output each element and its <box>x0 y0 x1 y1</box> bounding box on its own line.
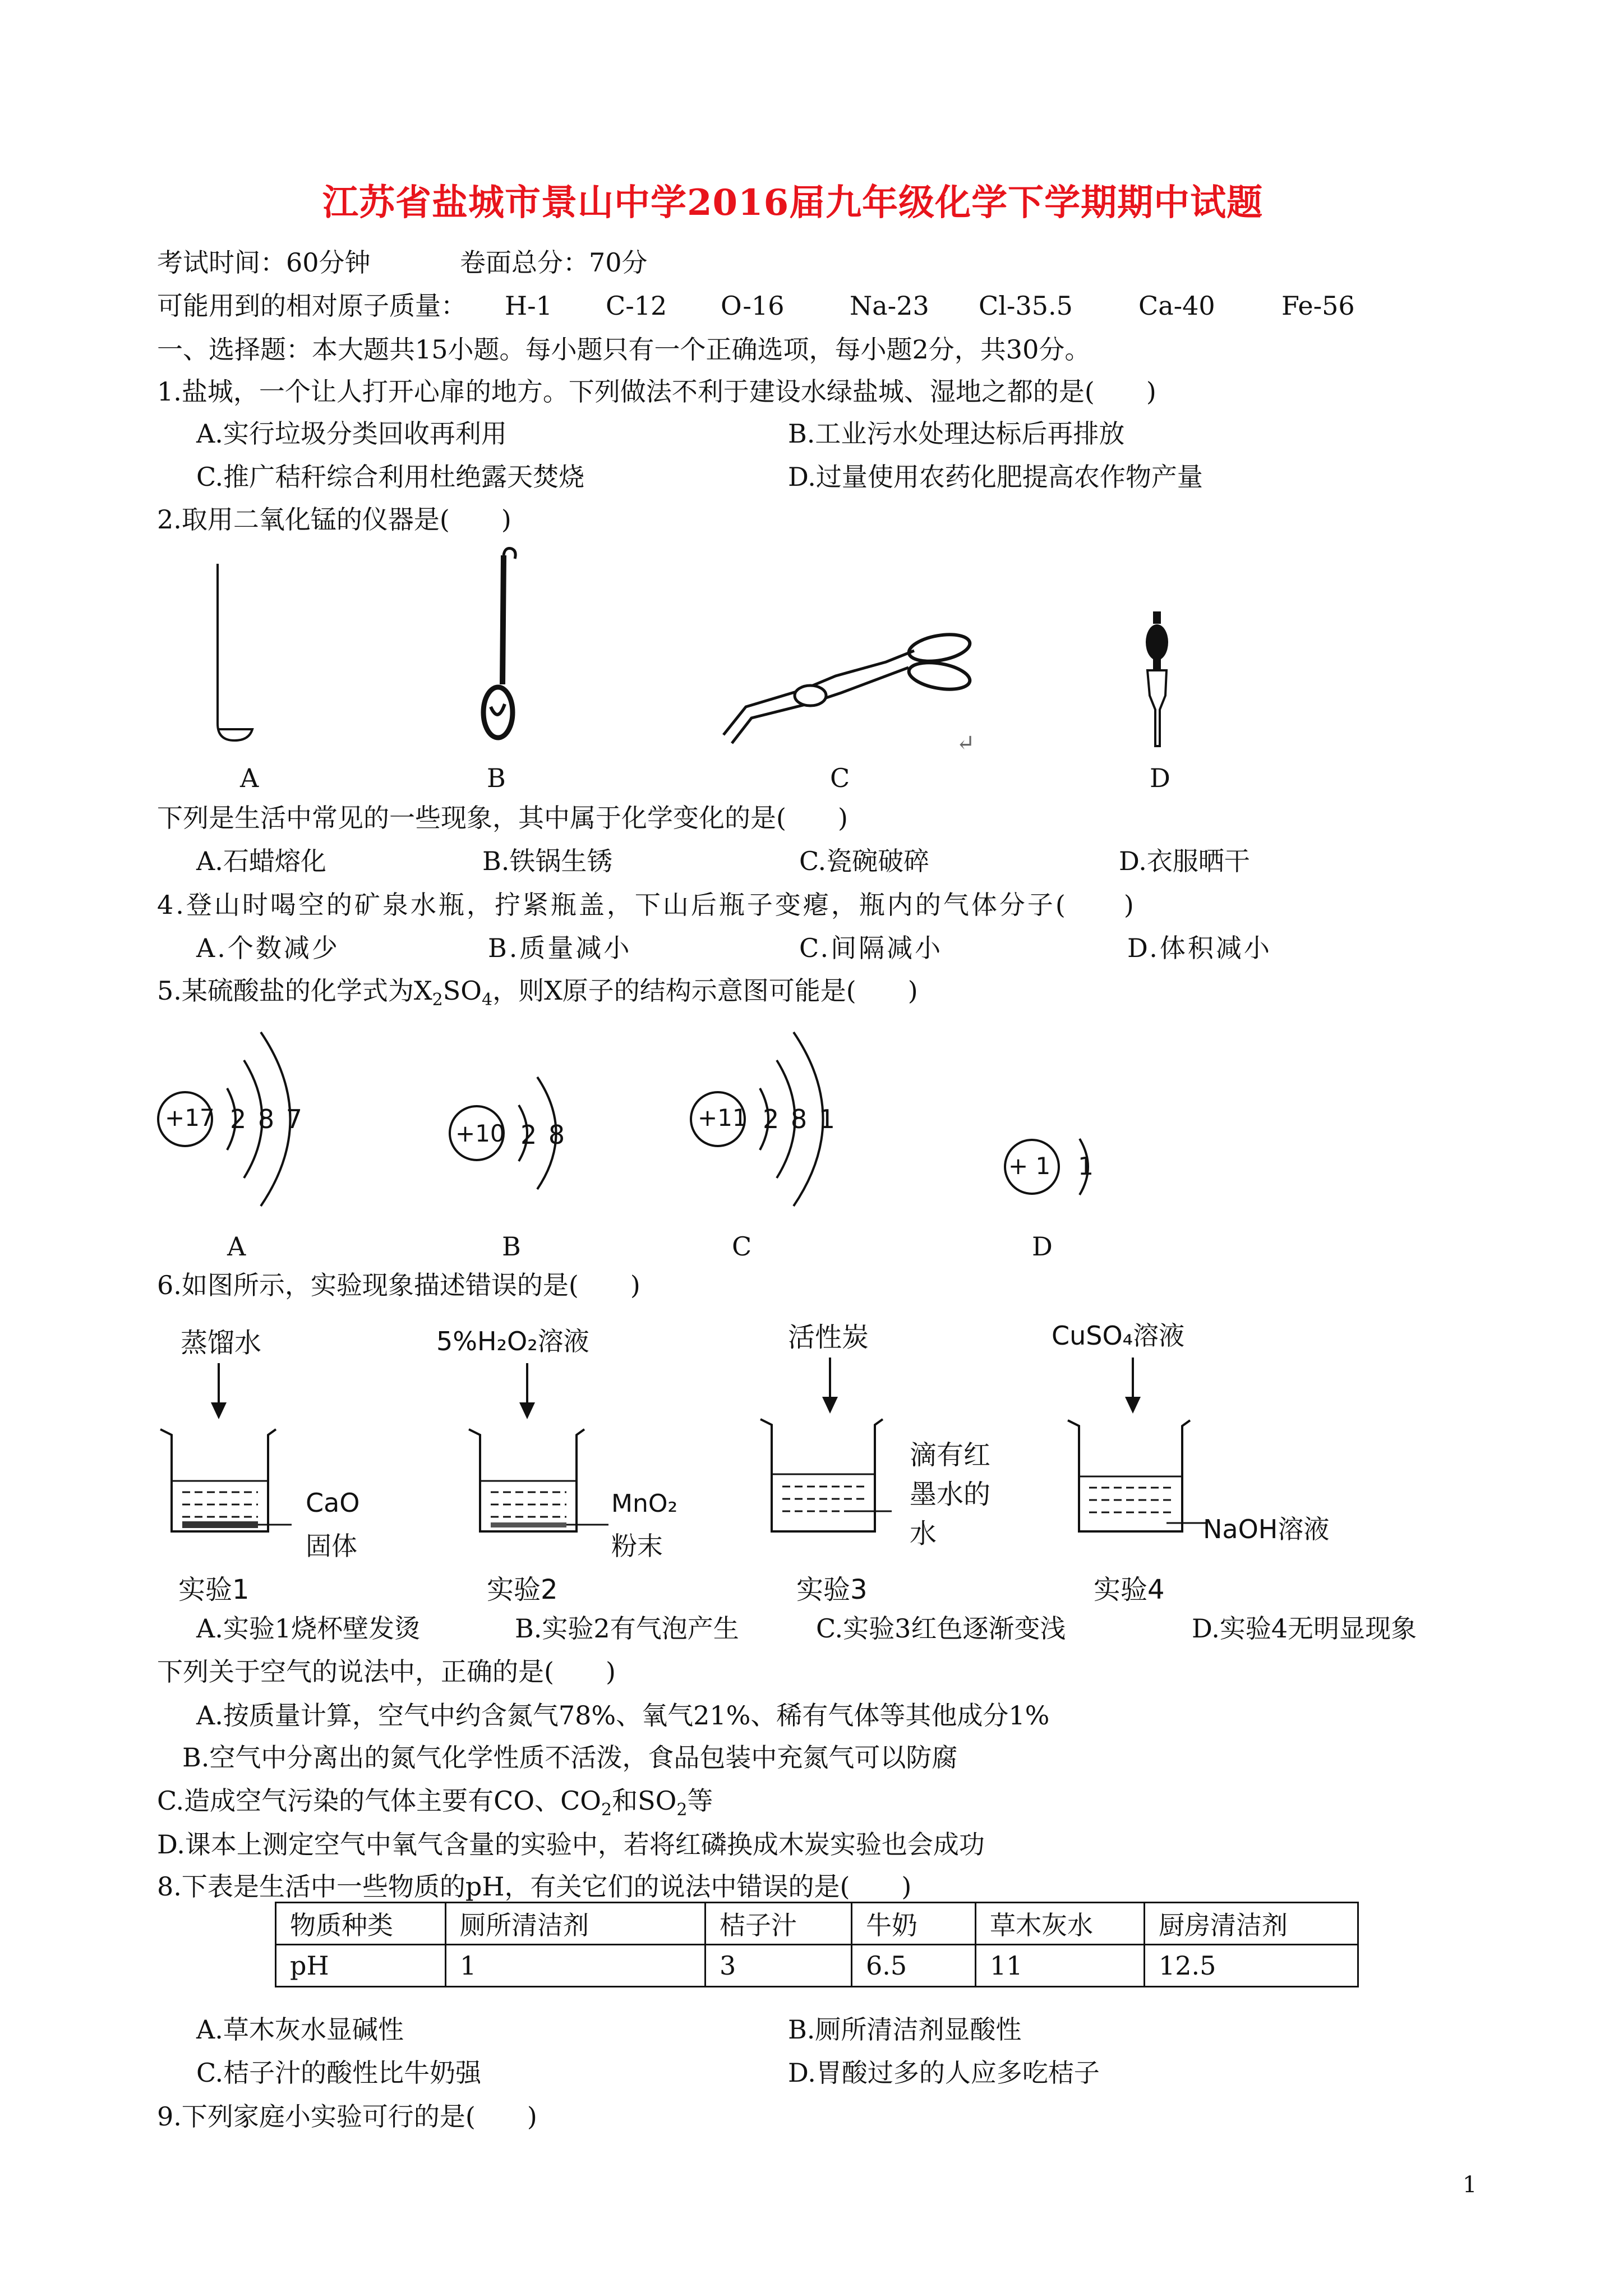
exp2-powder-label-2: 粉末 <box>611 1531 663 1561</box>
exp1-solid-label-1: CaO <box>306 1488 360 1518</box>
q5-subscript: 4 <box>481 990 493 1010</box>
q5-stem <box>157 978 918 1009</box>
ph-table-cell: 3 <box>706 1945 852 1987</box>
q5-subscript: 2 <box>432 990 443 1010</box>
instrument-c-crucible-tongs <box>718 623 976 752</box>
q7-option-d: D.课本上测定空气中氧气含量的实验中，若将红磷换成木炭实验也会成功 <box>157 1829 985 1860</box>
exp2-reagent-top: 5%H₂O₂溶液 <box>436 1326 589 1356</box>
q7-option-b: B.空气中分离出的氮气化学性质不活泼，食品包装中充氮气可以防腐 <box>182 1742 958 1773</box>
atomic-h: H-1 <box>505 291 552 321</box>
q8-option-c: C.桔子汁的酸性比牛奶强 <box>196 2058 482 2088</box>
q7-option-a: A.按质量计算，空气中约含氮气78%、氧气21%、稀有气体等其他成分1% <box>196 1700 1050 1731</box>
exp3-label: 实验3 <box>796 1574 868 1605</box>
instrument-d-dropper <box>1133 611 1183 752</box>
exp3-water-label-1: 滴有红 <box>910 1439 991 1471</box>
ph-table-header-cell: 草木灰水 <box>976 1903 1145 1945</box>
exp1-solid-label-2: 固体 <box>306 1531 357 1561</box>
q7-option-c <box>157 1788 713 1819</box>
exp1-label: 实验1 <box>178 1574 250 1605</box>
exp3-water-label-3: 水 <box>910 1518 937 1549</box>
ph-table-cell: pH <box>276 1945 446 1987</box>
atomic-mass-label: 可能用到的相对原子质量： <box>157 291 467 321</box>
atomic-o: O-16 <box>721 291 785 321</box>
q8-option-a: A.草木灰水显碱性 <box>196 2014 404 2045</box>
q6-option-d: D.实验4无明显现象 <box>1192 1613 1417 1644</box>
atom-d-nucleus: + 1 <box>1008 1152 1051 1180</box>
q1-option-d: D.过量使用农药化肥提高农作物产量 <box>788 462 1203 492</box>
section-heading: 一、选择题：本大题共15小题。每小题只有一个正确选项，每小题2分，共30分。 <box>157 334 1091 365</box>
q6-option-b: B.实验2有气泡产生 <box>515 1613 739 1644</box>
atomic-na: Na-23 <box>850 291 929 321</box>
q7-c-text: 和SO <box>612 1786 677 1816</box>
exam-time: 考试时间：60分钟 <box>157 247 371 278</box>
q7-c-text: C.造成空气污染的气体主要有CO、CO <box>157 1786 601 1816</box>
atom-d-label: D <box>1032 1231 1053 1262</box>
ph-table-header-cell: 物质种类 <box>276 1903 446 1945</box>
q4-option-b: B.质量减小 <box>488 933 632 963</box>
atom-b-label: B <box>502 1231 521 1262</box>
q5-stem-text: SO <box>442 976 482 1006</box>
q7-c-text: 等 <box>687 1786 713 1816</box>
atom-a-nucleus: +17 <box>165 1104 215 1131</box>
exp3-beaker <box>757 1352 925 1543</box>
q3-option-a: A.石蜡熔化 <box>196 846 326 876</box>
exp1-reagent-top: 蒸馏水 <box>181 1327 262 1359</box>
ph-table-header-cell: 桔子汁 <box>706 1903 852 1945</box>
q6-option-a: A.实验1烧杯壁发烫 <box>196 1613 421 1644</box>
q9-stem: 9.下列家庭小实验可行的是( ) <box>157 2101 537 2132</box>
q6-option-c: C.实验3红色逐渐变浅 <box>816 1613 1066 1644</box>
exp3-reagent-top: 活性炭 <box>788 1322 869 1353</box>
atomic-c: C-12 <box>606 291 667 321</box>
page-title: 江苏省盐城市景山中学2016届九年级化学下学期期中试题 <box>322 182 1264 224</box>
q3-option-c: C.瓷碗破碎 <box>799 846 930 876</box>
page-number: 1 <box>1463 2172 1477 2198</box>
q2-stem: 2.取用二氧化锰的仪器是( ) <box>157 504 511 535</box>
ph-table-header-cell: 厨房清洁剂 <box>1145 1903 1358 1945</box>
instrument-c-label: C <box>830 763 850 793</box>
exam-score: 卷面总分：70分 <box>460 247 648 278</box>
ph-table-cell: 6.5 <box>852 1945 976 1987</box>
atom-c-label: C <box>732 1231 752 1262</box>
instrument-a-spoon <box>208 561 275 746</box>
return-mark: ↵ <box>956 730 975 756</box>
ph-table-cell: 11 <box>976 1945 1145 1987</box>
atom-d-shells: 1 <box>1078 1152 1094 1181</box>
q5-stem-text: 5.某硫酸盐的化学式为X <box>157 976 432 1006</box>
q8-stem: 8.下表是生活中一些物质的pH，有关它们的说法中错误的是( ) <box>157 1871 912 1902</box>
q4-option-d: D.体积减小 <box>1127 933 1272 963</box>
exp3-water-label-2: 墨水的 <box>910 1479 991 1510</box>
q3-stem: 下列是生活中常见的一些现象，其中属于化学变化的是( ) <box>157 803 848 833</box>
exp4-solution-label: NaOH溶液 <box>1203 1514 1330 1544</box>
q8-option-d: D.胃酸过多的人应多吃桔子 <box>788 2058 1100 2088</box>
atomic-ca: Ca-40 <box>1138 291 1215 321</box>
ph-table-cell: 12.5 <box>1145 1945 1358 1987</box>
q5-stem-text: ，则X原子的结构示意图可能是( ) <box>492 976 918 1006</box>
q3-option-b: B.铁锅生锈 <box>482 846 613 876</box>
ph-table-header-cell: 厕所清洁剂 <box>446 1903 706 1945</box>
instrument-b-label: B <box>487 763 506 793</box>
q1-option-b: B.工业污水处理达标后再排放 <box>788 418 1125 449</box>
exp2-beaker <box>460 1358 606 1543</box>
q7-c-subscript: 2 <box>601 1800 612 1820</box>
exp4-label: 实验4 <box>1094 1574 1165 1605</box>
atom-b-shells: 2 8 <box>520 1120 565 1150</box>
q1-stem: 1.盐城，一个让人打开心扉的地方。下列做法不利于建设水绿盐城、湿地之都的是( ) <box>157 376 1156 407</box>
atom-a-shells: 2 8 7 <box>230 1104 303 1134</box>
atom-c-shells: 2 8 1 <box>763 1104 836 1134</box>
exp2-powder-label-1: MnO₂ <box>611 1489 678 1518</box>
ph-table-row <box>276 1945 1358 1987</box>
exp4-reagent-top: CuSO₄溶液 <box>1052 1320 1185 1351</box>
q7-c-subscript: 2 <box>676 1800 688 1820</box>
instrument-d-label: D <box>1150 763 1170 793</box>
q4-stem: 4.登山时喝空的矿泉水瓶，拧紧瓶盖，下山后瓶子变瘪，瓶内的气体分子( ) <box>157 890 1136 920</box>
exp1-beaker <box>157 1358 303 1543</box>
ph-table <box>275 1902 1359 1987</box>
atom-a-label: A <box>227 1231 246 1262</box>
q1-option-c: C.推广秸秆综合利用杜绝露天焚烧 <box>196 462 585 492</box>
exp2-label: 实验2 <box>487 1574 558 1605</box>
q1-option-a: A.实行垃圾分类回收再利用 <box>196 418 507 449</box>
ph-table-header-cell: 牛奶 <box>852 1903 976 1945</box>
atom-c-nucleus: +11 <box>698 1104 748 1131</box>
q8-option-b: B.厕所清洁剂显酸性 <box>788 2014 1022 2045</box>
atom-b-nucleus: +10 <box>455 1120 505 1147</box>
atomic-fe: Fe-56 <box>1281 291 1355 321</box>
ph-table-header-row <box>276 1903 1358 1945</box>
ph-table-cell: 1 <box>446 1945 706 1987</box>
q4-option-c: C.间隔减小 <box>799 933 943 963</box>
q4-option-a: A.个数减少 <box>196 933 340 963</box>
atomic-cl: Cl-35.5 <box>979 291 1073 321</box>
instrument-b-combustion-spoon <box>465 544 533 752</box>
q7-stem: 下列关于空气的说法中，正确的是( ) <box>157 1657 616 1687</box>
instrument-a-label: A <box>240 763 259 793</box>
q6-stem: 6.如图所示，实验现象描述错误的是( ) <box>157 1270 640 1300</box>
q3-option-d: D.衣服晒干 <box>1119 846 1250 876</box>
